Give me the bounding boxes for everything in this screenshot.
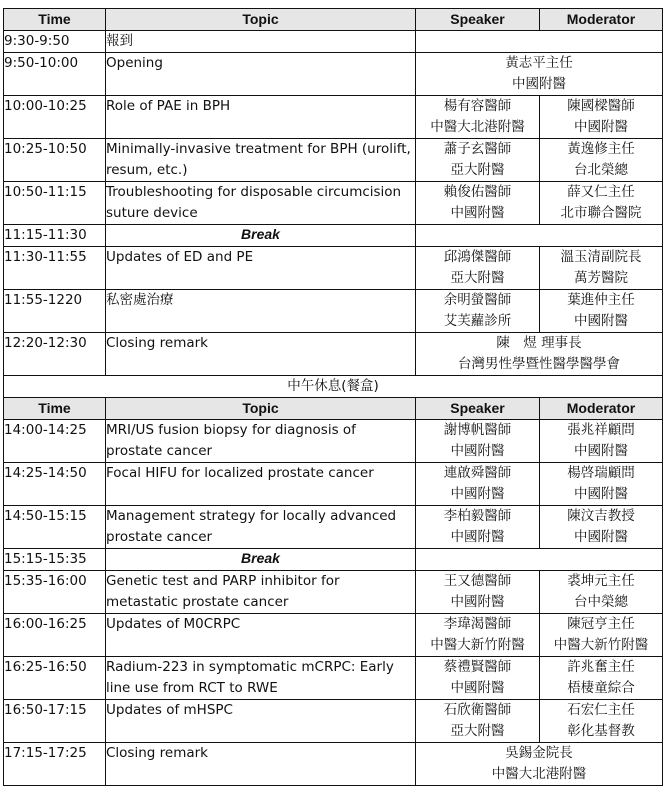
moderator-cell-affiliation: 中國附醫 [574, 443, 628, 459]
agenda-row [4, 743, 663, 786]
speaker-cell-affiliation: 中醫大北港附醫 [430, 119, 525, 135]
speaker-cell [416, 182, 540, 225]
moderator-cell-name: 陳汶吉教授 [567, 508, 635, 524]
moderator-cell-name: 裘坤元主任 [567, 573, 635, 589]
moderator-cell-name: 陳國樑醫師 [567, 98, 635, 114]
time-cell: 11:30-11:55 [4, 247, 106, 290]
topic-cell: Radium-223 in symptomatic mCRPC: Early line use from RCT to RWE [106, 657, 416, 700]
moderator-cell [540, 657, 663, 700]
speaker-cell-affiliation: 艾芙蘿診所 [443, 313, 512, 329]
agenda-row [4, 96, 663, 139]
moderator-cell [540, 506, 663, 549]
speaker-cell-affiliation: 中國附醫 [450, 680, 505, 696]
speaker-cell-affiliation: 中國附醫 [450, 443, 505, 459]
time-cell: 9:50-10:00 [4, 53, 106, 96]
header-time: Time [4, 9, 106, 31]
afternoon-header-row [4, 398, 663, 420]
topic-cell: Troubleshooting for disposable circumcision suture device [106, 182, 416, 225]
agenda-row [4, 420, 663, 463]
moderator-cell-affiliation: 北市聯合醫院 [560, 205, 642, 221]
moderator-cell [540, 463, 663, 506]
header-topic: Topic [106, 398, 416, 420]
topic-cell: 報到 [106, 31, 416, 53]
speaker-cell-name: 余明螢醫師 [443, 292, 512, 308]
topic-cell: Focal HIFU for localized prostate cancer [106, 463, 416, 506]
moderator-cell-affiliation: 彰化基督教 [567, 723, 635, 739]
agenda-row [4, 571, 663, 614]
speaker-cell-affiliation: 中國附醫 [450, 205, 505, 221]
lunch-label: 中午休息(餐盒) [4, 376, 663, 398]
time-cell: 15:15-15:35 [4, 549, 106, 571]
topic-cell: MRI/US fusion biopsy for diagnosis of prostate cancer [106, 420, 416, 463]
topic-cell: Role of PAE in BPH [106, 96, 416, 139]
topic-cell: Closing remark [106, 743, 416, 786]
host-cell-name: 陳 煜 理事長 [496, 335, 582, 351]
moderator-cell-affiliation: 萬芳醫院 [574, 270, 628, 286]
header-moderator: Moderator [540, 398, 663, 420]
moderator-cell [540, 290, 663, 333]
topic-cell: Management strategy for locally advanced prostate cancer [106, 506, 416, 549]
host-cell-affiliation: 台灣男性學暨性醫學醫學會 [458, 356, 620, 372]
moderator-cell [540, 420, 663, 463]
speaker-cell-name: 賴俊佑醫師 [443, 184, 512, 200]
moderator-cell [540, 182, 663, 225]
agenda-row [4, 657, 663, 700]
agenda-row [4, 506, 663, 549]
speaker-cell [416, 463, 540, 506]
speaker-cell [416, 614, 540, 657]
break-label: Break [106, 549, 416, 571]
empty-cell [416, 225, 663, 247]
agenda-row [4, 31, 663, 53]
header-speaker: Speaker [416, 398, 540, 420]
speaker-cell [416, 506, 540, 549]
time-cell: 11:15-11:30 [4, 225, 106, 247]
host-cell [416, 743, 663, 786]
host-cell-affiliation: 中國附醫 [512, 76, 566, 92]
speaker-cell-affiliation: 中國附醫 [450, 529, 505, 545]
topic-cell: Updates of ED and PE [106, 247, 416, 290]
moderator-cell-affiliation: 中國附醫 [574, 313, 628, 329]
host-cell-name: 黃志平主任 [505, 55, 573, 71]
empty-cell [416, 549, 663, 571]
moderator-cell-affiliation: 中醫大新竹附醫 [553, 637, 649, 653]
time-cell: 15:35-16:00 [4, 571, 106, 614]
agenda-row [4, 333, 663, 376]
time-cell: 16:25-16:50 [4, 657, 106, 700]
agenda-row [4, 247, 663, 290]
agenda-row [4, 182, 663, 225]
agenda-body [4, 9, 663, 786]
time-cell: 14:25-14:50 [4, 463, 106, 506]
agenda-row [4, 139, 663, 182]
time-cell: 11:55-1220 [4, 290, 106, 333]
speaker-cell [416, 420, 540, 463]
moderator-cell-name: 石宏仁主任 [567, 702, 635, 718]
speaker-cell-affiliation: 亞大附醫 [450, 270, 505, 286]
speaker-cell-affiliation: 亞大附醫 [450, 162, 505, 178]
topic-cell: Genetic test and PARP inhibitor for metastatic prostate cancer [106, 571, 416, 614]
agenda-table [3, 8, 663, 786]
host-cell [416, 53, 663, 96]
topic-cell: Updates of mHSPC [106, 700, 416, 743]
time-cell: 14:00-14:25 [4, 420, 106, 463]
moderator-cell-name: 溫玉清副院長 [560, 249, 642, 265]
moderator-cell-affiliation: 梧棲童綜合 [567, 680, 635, 696]
time-cell: 12:20-12:30 [4, 333, 106, 376]
speaker-cell-name: 石欣衛醫師 [443, 702, 512, 718]
speaker-cell-name: 楊有容醫師 [443, 98, 512, 114]
agenda-row [4, 700, 663, 743]
agenda-row [4, 614, 663, 657]
agenda-row [4, 225, 663, 247]
moderator-cell-name: 薛又仁主任 [567, 184, 635, 200]
header-moderator: Moderator [540, 9, 663, 31]
speaker-cell [416, 139, 540, 182]
speaker-cell-name: 謝博帆醫師 [443, 422, 512, 438]
speaker-cell-name: 連啟舜醫師 [443, 465, 512, 481]
moderator-cell [540, 614, 663, 657]
moderator-cell-name: 陳冠亨主任 [567, 616, 635, 632]
agenda-row [4, 549, 663, 571]
moderator-cell-name: 楊啓瑞顧問 [567, 465, 635, 481]
agenda-row [4, 463, 663, 506]
time-cell: 10:50-11:15 [4, 182, 106, 225]
speaker-cell-affiliation: 亞大附醫 [450, 723, 505, 739]
topic-cell: 私密處治療 [106, 290, 416, 333]
moderator-cell-name: 黃逸修主任 [567, 141, 635, 157]
topic-cell: Updates of M0CRPC [106, 614, 416, 657]
speaker-cell-name: 邱鴻傑醫師 [443, 249, 512, 265]
moderator-cell-affiliation: 台中榮總 [574, 594, 628, 610]
time-cell: 10:25-10:50 [4, 139, 106, 182]
moderator-cell-name: 許兆奮主任 [567, 659, 635, 675]
topic-cell: Closing remark [106, 333, 416, 376]
break-label: Break [106, 225, 416, 247]
moderator-cell-affiliation: 中國附醫 [574, 119, 628, 135]
moderator-cell-affiliation: 中國附醫 [574, 486, 628, 502]
header-speaker: Speaker [416, 9, 540, 31]
host-cell-name: 吳錫金院長 [505, 745, 573, 761]
morning-header-row [4, 9, 663, 31]
moderator-cell [540, 139, 663, 182]
host-cell [416, 333, 663, 376]
time-cell: 17:15-17:25 [4, 743, 106, 786]
time-cell: 16:00-16:25 [4, 614, 106, 657]
moderator-cell-affiliation: 台北榮總 [574, 162, 628, 178]
topic-cell: Opening [106, 53, 416, 96]
speaker-cell [416, 290, 540, 333]
speaker-cell-affiliation: 中國附醫 [450, 486, 505, 502]
moderator-cell [540, 96, 663, 139]
speaker-cell-name: 王又德醫師 [443, 573, 512, 589]
time-cell: 16:50-17:15 [4, 700, 106, 743]
moderator-cell-name: 張兆祥顧問 [567, 422, 635, 438]
lunch-row [4, 376, 663, 398]
agenda-row [4, 290, 663, 333]
topic-cell: Minimally-invasive treatment for BPH (urolift, resum, etc.) [106, 139, 416, 182]
moderator-cell-name: 葉進仲主任 [567, 292, 635, 308]
moderator-cell [540, 700, 663, 743]
header-time: Time [4, 398, 106, 420]
speaker-cell-name: 蕭子玄醫師 [443, 141, 512, 157]
time-cell: 9:30-9:50 [4, 31, 106, 53]
agenda-row [4, 53, 663, 96]
speaker-cell-name: 李瑋渴醫師 [443, 616, 512, 632]
speaker-cell [416, 247, 540, 290]
moderator-cell [540, 247, 663, 290]
header-topic: Topic [106, 9, 416, 31]
speaker-cell-affiliation: 中醫大新竹附醫 [430, 637, 525, 653]
host-cell-affiliation: 中醫大北港附醫 [491, 766, 587, 782]
speaker-cell [416, 657, 540, 700]
speaker-cell [416, 571, 540, 614]
speaker-cell-affiliation: 中國附醫 [450, 594, 505, 610]
moderator-cell [540, 571, 663, 614]
empty-cell [416, 31, 663, 53]
speaker-cell [416, 700, 540, 743]
time-cell: 14:50-15:15 [4, 506, 106, 549]
moderator-cell-affiliation: 中國附醫 [574, 529, 628, 545]
speaker-cell [416, 96, 540, 139]
time-cell: 10:00-10:25 [4, 96, 106, 139]
speaker-cell-name: 李柏毅醫師 [443, 508, 512, 524]
speaker-cell-name: 蔡禮賢醫師 [443, 659, 512, 675]
